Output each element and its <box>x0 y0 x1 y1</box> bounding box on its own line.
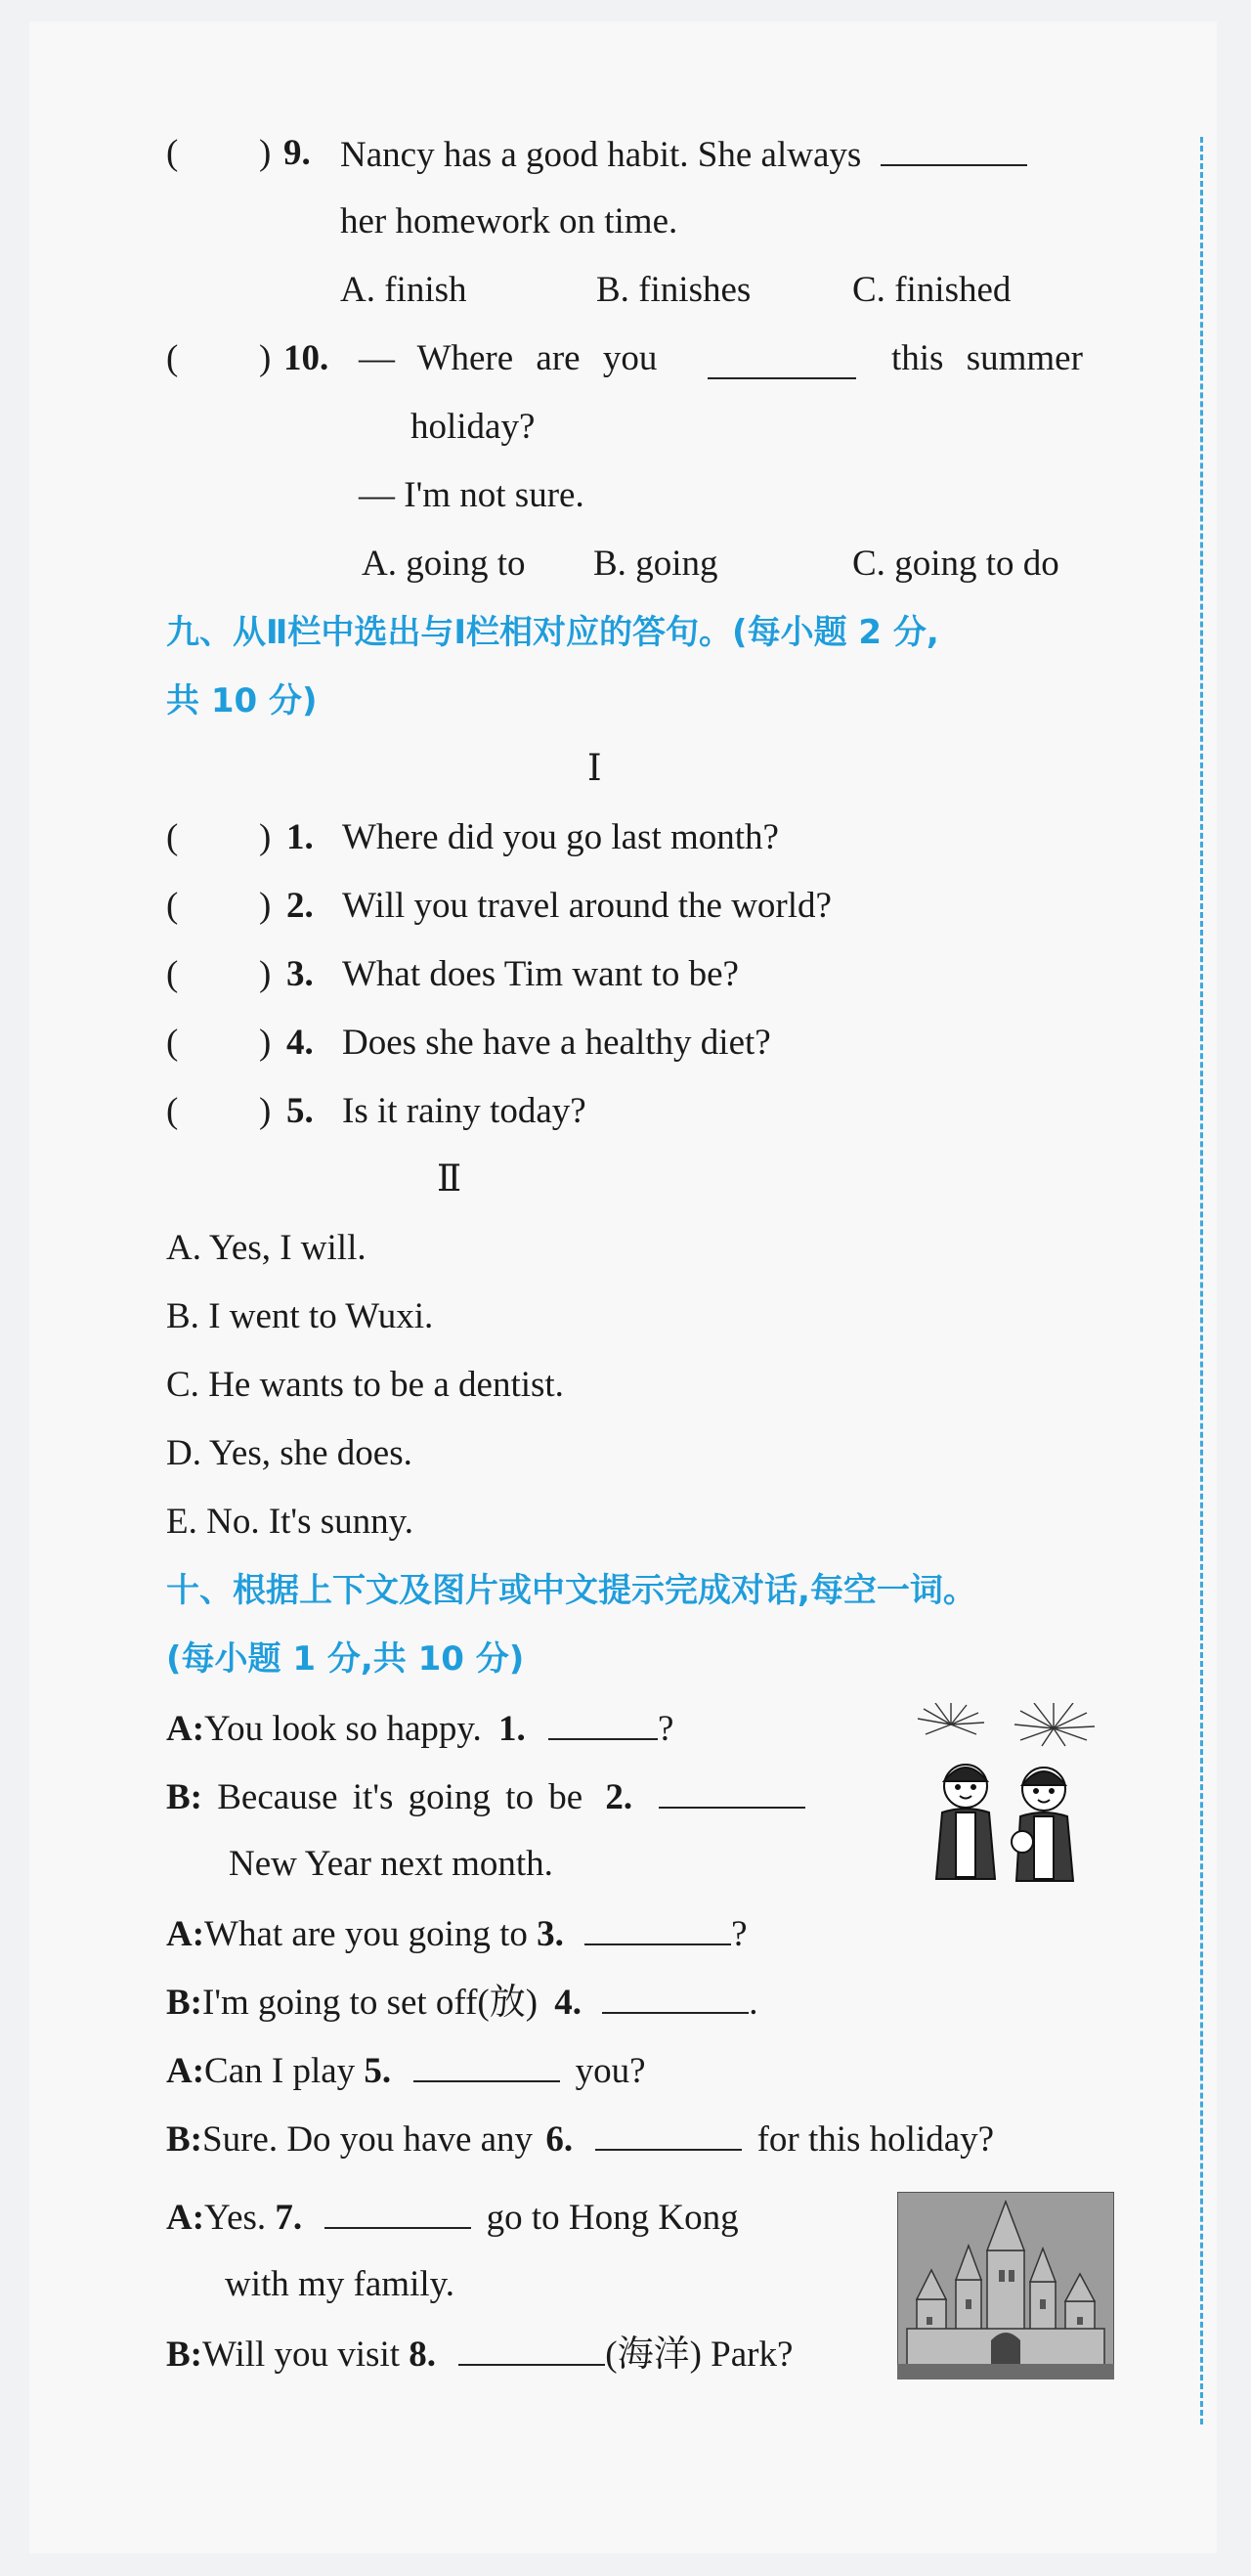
dialogue-line: A:What are you going to 3. ? <box>166 1908 748 1959</box>
question-stem-end: this summer <box>891 338 1083 378</box>
section-heading: 十、根据上下文及图片或中文提示完成对话,每空一词。 <box>166 1571 976 1610</box>
question-number: 1. <box>286 817 314 857</box>
dialogue-line: B:Sure. Do you have any 6. for this holiday? <box>166 2114 994 2164</box>
column-label-2: Ⅱ <box>437 1159 462 1200</box>
dialogue-line: A:Yes. 7. go to Hong Kong <box>166 2192 739 2243</box>
answer-blank[interactable] <box>881 129 1027 166</box>
answer-paren-close: ) <box>259 1091 272 1131</box>
question-number: 5. <box>286 1091 314 1131</box>
question-number: 9. <box>283 133 311 173</box>
question-number: 10. <box>283 338 329 378</box>
answer-option: C. He wants to be a dentist. <box>166 1365 564 1405</box>
answer-paren-open: ( <box>166 133 179 173</box>
question-number: 4. <box>286 1023 314 1063</box>
children-fireworks-illustration <box>907 1703 1102 1889</box>
child-right <box>1012 1768 1073 1881</box>
child-left <box>936 1765 995 1879</box>
answer-paren-close: ) <box>259 1023 272 1063</box>
question-stem: Nancy has a good habit. She always <box>340 129 1027 180</box>
question-number: 2. <box>286 886 314 926</box>
answer-blank[interactable] <box>548 1703 658 1740</box>
dialogue-line-continued: with my family. <box>225 2264 454 2304</box>
option-c: C. going to do <box>852 544 1059 584</box>
answer-paren-open: ( <box>166 1023 179 1063</box>
dialogue-line: B:Will you visit 8. (海洋) Park? <box>166 2329 793 2380</box>
option-b: B. going <box>593 544 718 584</box>
dialogue-line-continued: New Year next month. <box>229 1844 553 1884</box>
question-text: Is it rainy today? <box>342 1091 586 1131</box>
option-c: C. finished <box>852 270 1012 310</box>
answer-paren-open: ( <box>166 1091 179 1131</box>
answer-paren-close: ) <box>259 817 272 857</box>
answer-blank[interactable] <box>708 342 856 379</box>
question-number: 3. <box>286 954 314 994</box>
answer-paren-close: ) <box>259 954 272 994</box>
dialogue-line: A:Can I play 5. you? <box>166 2045 646 2096</box>
column-label-1: Ⅰ <box>587 749 602 789</box>
option-a: A. finish <box>340 270 467 310</box>
dialogue-line: B:I'm going to set off(放) 4. . <box>166 1977 758 2028</box>
answer-paren-open: ( <box>166 817 179 857</box>
answer-paren-close: ) <box>259 133 272 173</box>
section-heading-continued: (每小题 1 分,共 10 分) <box>166 1639 525 1679</box>
option-b: B. finishes <box>596 270 752 310</box>
answer-blank[interactable] <box>602 1977 749 2014</box>
section-heading: 九、从Ⅱ栏中选出与Ⅰ栏相对应的答句。(每小题 2 分, <box>166 613 939 652</box>
answer-option: A. Yes, I will. <box>166 1228 367 1268</box>
question-stem: — Where are you <box>359 338 658 378</box>
worksheet-page <box>29 22 1217 2554</box>
dialogue-line: A:You look so happy. 1. ? <box>166 1703 673 1754</box>
answer-option: B. I went to Wuxi. <box>166 1296 434 1336</box>
castle-illustration <box>897 2192 1114 2380</box>
question-text: Where did you go last month? <box>342 817 779 857</box>
answer-paren-close: ) <box>259 338 272 378</box>
section-heading-continued: 共 10 分) <box>166 681 318 720</box>
question-text: Does she have a healthy diet? <box>342 1023 771 1063</box>
question-stem-continued: her homework on time. <box>340 201 678 241</box>
dialogue-line: B: Because it's going to be 2. <box>166 1771 805 1822</box>
answer-option: D. Yes, she does. <box>166 1433 412 1473</box>
fireworks-icon <box>918 1703 1095 1746</box>
answer-blank[interactable] <box>659 1771 805 1809</box>
cut-line <box>1200 137 1203 2424</box>
answer-blank[interactable] <box>584 1908 731 1945</box>
answer-paren-close: ) <box>259 886 272 926</box>
option-a: A. going to <box>362 544 526 584</box>
response-line: — I'm not sure. <box>359 475 584 515</box>
answer-blank[interactable] <box>413 2045 560 2082</box>
answer-blank[interactable] <box>324 2192 471 2229</box>
question-text: Will you travel around the world? <box>342 886 832 926</box>
answer-paren-open: ( <box>166 886 179 926</box>
answer-blank[interactable] <box>458 2329 605 2366</box>
question-text: What does Tim want to be? <box>342 954 739 994</box>
answer-option: E. No. It's sunny. <box>166 1502 413 1542</box>
answer-blank[interactable] <box>595 2114 742 2151</box>
question-stem-continued: holiday? <box>410 407 536 447</box>
answer-paren-open: ( <box>166 954 179 994</box>
answer-paren-open: ( <box>166 338 179 378</box>
